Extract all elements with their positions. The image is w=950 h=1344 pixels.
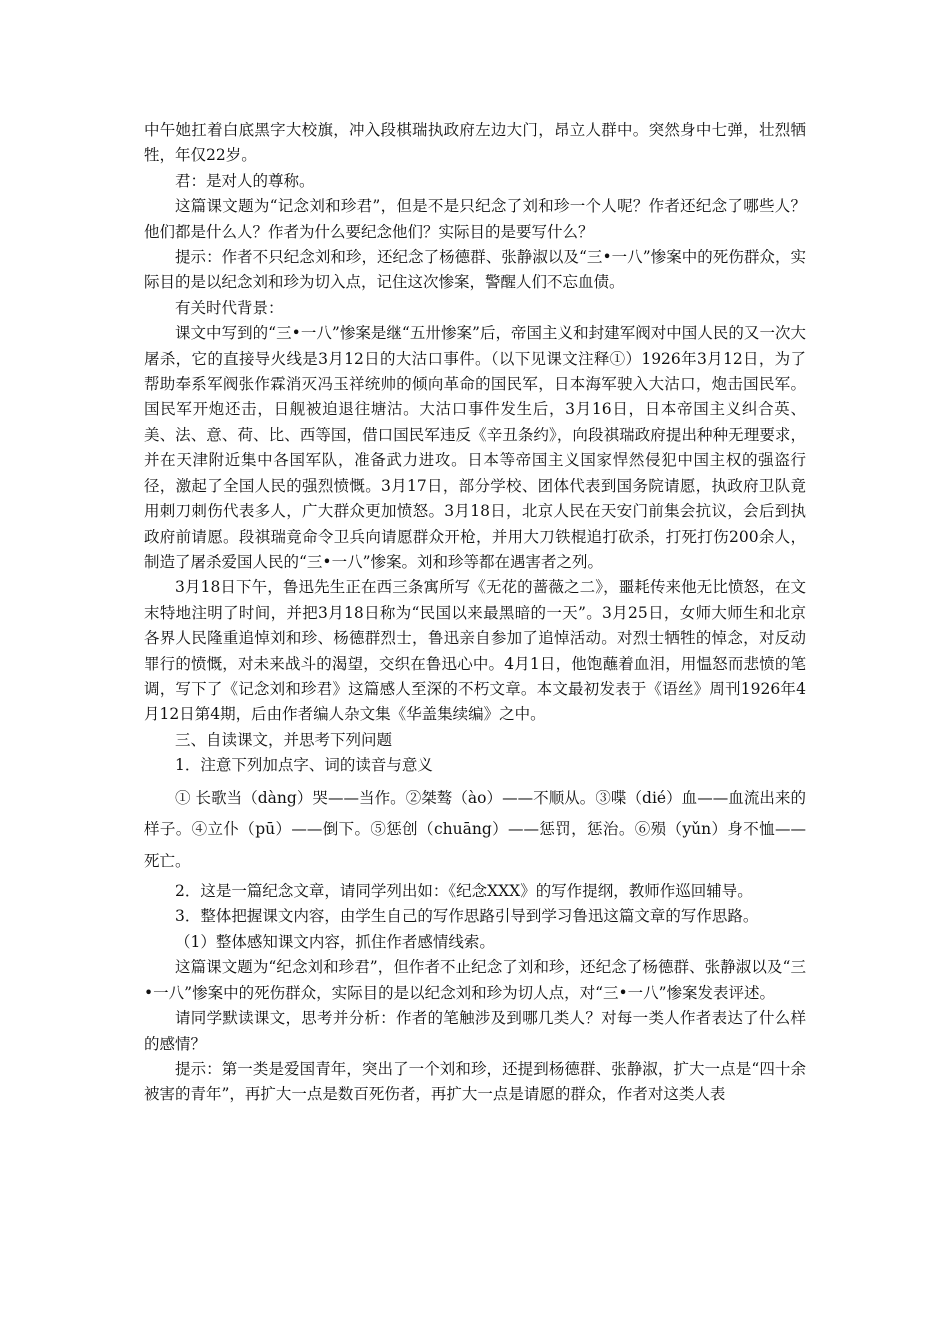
paragraph-hint-1: 提示：作者不只纪念刘和珍，还纪念了杨德群、张静淑以及“三•一八”惨案中的死伤群众，实际目的是以纪念刘和珍为切入点，记住这次惨案，警醒人们不忘血债。 [144, 248, 806, 292]
question-3: 3．整体把握课文内容，由学生自己的写作思路引导到学习鲁迅这篇文章的写作思路。 [175, 907, 759, 926]
paragraph-title-analysis: 这篇课文题为“纪念刘和珍君”，但作者不止纪念了刘和珍，还纪念了杨德群、张静淑以及“三•一八”惨案中的死伤群众，实际目的是以纪念刘和珍为切人点，对“三•一八”惨案发表评述。 [144, 958, 806, 1002]
document-page [144, 118, 806, 1108]
sub-question-1: （1）整体感知课文内容，抓住作者感情线索。 [175, 932, 495, 951]
paragraph-background-heading: 有关时代背景： [175, 298, 284, 317]
question-1-heading: 1．注意下列加点字、词的读音与意义 [175, 756, 433, 775]
paragraph-hint-2: 提示：第一类是爱国青年，突出了一个刘和珍，还提到杨德群、张静淑，扩大一点是“四十余被害的青年”，再扩大一点是数百死伤者，再扩大一点是请愿的群众，作者对这类人表 [144, 1059, 806, 1104]
paragraph-background-body: 课文中写到的“三•一八”惨案是继“五卅惨案”后，帝国主义和封建军阀对中国人民的又一次大屠杀，它的直接导火线是3月12日的大沽口事件。（以下见课文注释①）1926年3月12日，为了帮助奉系军阀张作霖消灭冯玉祥统帅的倾向革命的国民军，日本海军驶入大沽口，炮击国民军。国民军开炮还击，日舰被迫退往塘沽。大沽口事件发生后，3月16日，日本帝国主义纠合英、美、法、意、荷、比、西等国，借口国民军违反《辛丑条约》，向段祺瑞政府提出种种无理要求，并在天津附近集中各国军队，准备武力进攻。日本等帝国主义国家悍然侵犯中国主权的强盗行径，激起了全国人民的强烈愤慨。3月17日，部分学校、团体代表到国务院请愿，执政府卫队竟用刺刀刺伤代表多人，广大群众更加愤怒。3月18日，北京人民在天安门前集会抗议，会后到执政府前请愿。段祺瑞竟命令卫兵向请愿群众开枪，并用大刀铁棍追打砍杀，打死打伤200余人，制造了屠杀爱国人民的“三•一八”惨案。刘和珍等都在遇害者之列。 [144, 324, 806, 571]
section-heading-self-reading: 三、自读课文，并思考下列问题 [175, 730, 393, 749]
paragraph-lu-xun-writing: 3月18日下午，鲁迅先生正在西三条寓所写《无花的蔷薇之二》，噩耗传来他无比愤怒，在文末特地注明了时间，并把3月18日称为“民国以来最黑暗的一天”。3月25日，女师大师生和北京各界人民隆重追悼刘和珍、杨德群烈士，鲁迅亲自参加了追悼活动。对烈士牺牲的悼念，对反动罪行的愤慨，对未来战斗的渴望，交织在鲁迅心中。4月1日，他饱蘸着血泪，用愠怒而悲愤的笔调，写下了《记念刘和珍君》这篇感人至深的不朽文章。本文最初发表于《语丝》周刊1926年4月12日第4期，后由作者编人杂文集《华盖集续编》之中。 [144, 578, 806, 724]
pronunciation-list: ① 长歌当（dàng）哭——当作。②桀骜（ào）——不顺从。③喋（dié）血——血流出来的样子。④立仆（pū）——倒下。⑤惩创（chuāng）——惩罚，惩治。⑥殒（yǔn）身不恤——死亡。 [144, 788, 806, 870]
paragraph-reading-task: 请同学默读课文，思考并分析：作者的笔触涉及到哪几类人？对每一类人作者表达了什么样的感情？ [144, 1009, 806, 1053]
paragraph-liu-hezhen-death: 中午她扛着白底黑字大校旗，冲入段棋瑞执政府左边大门，昂立人群中。突然身中七弹，壮烈牺牲，年仅22岁。 [144, 121, 806, 165]
paragraph-jun-meaning: 君：是对人的尊称。 [175, 171, 315, 190]
question-2: 2．这是一篇纪念文章，请同学列出如：《纪念XXX》的写作提纲，教师作巡回辅导。 [175, 882, 753, 901]
paragraph-title-question: 这篇课文题为“记念刘和珍君”，但是不是只纪念了刘和珍一个人呢？作者还纪念了哪些人？他们都是什么人？作者为什么要纪念他们？实际目的是要写什么？ [144, 197, 806, 241]
